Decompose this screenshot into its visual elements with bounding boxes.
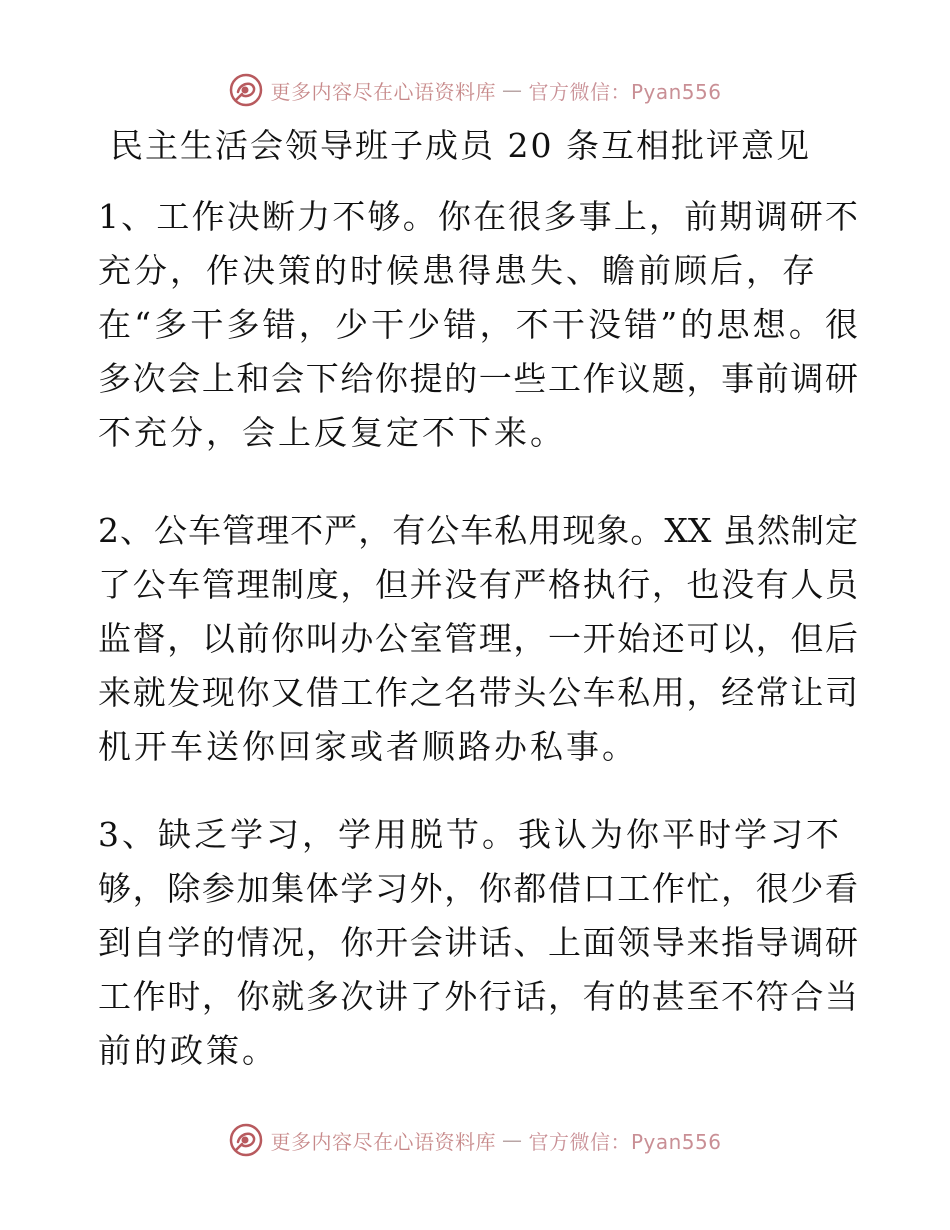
- paragraph-3: [98, 808, 858, 1078]
- rose-logo-icon: [228, 72, 264, 108]
- paragraph-line: 到自学的情况，你开会讲话、上面领导来指导调研: [98, 923, 858, 962]
- watermark-banner-bottom: [0, 1120, 950, 1160]
- paragraph-line: 1、工作决断力不够。你在很多事上，前期调研不: [98, 197, 858, 236]
- document-title: 民主生活会领导班子成员 20 条互相批评意见: [110, 126, 811, 165]
- paragraph-line: 多次会上和会下给你提的一些工作议题，事前调研: [98, 359, 858, 398]
- watermark-separator: —: [501, 1128, 523, 1152]
- watermark-banner-top: [0, 70, 950, 110]
- paragraph-line: 工作时，你就多次讲了外行话，有的甚至不符合当: [98, 977, 858, 1016]
- watermark-wechat-id: 官方微信：Pyan556: [528, 1129, 722, 1154]
- paragraph-line: 前的政策。: [98, 1031, 278, 1070]
- paragraph-line: 够，除参加集体学习外，你都借口工作忙，很少看: [98, 869, 858, 908]
- watermark-text: 更多内容尽在心语资料库: [270, 79, 496, 104]
- paragraph-line: 机开车送你回家或者顺路办私事。: [98, 727, 638, 766]
- paragraph-line: 监督，以前你叫办公室管理，一开始还可以，但后: [98, 619, 858, 658]
- paragraph-line: 3、缺乏学习，学用脱节。我认为你平时学习不: [98, 815, 842, 854]
- paragraph-line: 了公车管理制度，但并没有严格执行，也没有人员: [98, 565, 858, 604]
- paragraph-line: 充分，作决策的时候患得患失、瞻前顾后，存: [98, 251, 818, 290]
- paragraph-line: 不充分，会上反复定不下来。: [98, 413, 566, 452]
- paragraph-line: 在“多干多错，少干少错，不干没错”的思想。很: [98, 305, 858, 344]
- paragraph-1: [98, 190, 858, 460]
- watermark-wechat-id: 官方微信：Pyan556: [528, 79, 722, 104]
- paragraph-line: 来就发现你又借工作之名带头公车私用，经常让司: [98, 673, 858, 712]
- watermark-text: 更多内容尽在心语资料库: [270, 1129, 496, 1154]
- watermark-separator: —: [501, 78, 523, 102]
- paragraph-2: [98, 504, 858, 774]
- rose-logo-icon: [228, 1122, 264, 1158]
- paragraph-line: 2、公车管理不严，有公车私用现象。XX 虽然制定: [98, 511, 858, 550]
